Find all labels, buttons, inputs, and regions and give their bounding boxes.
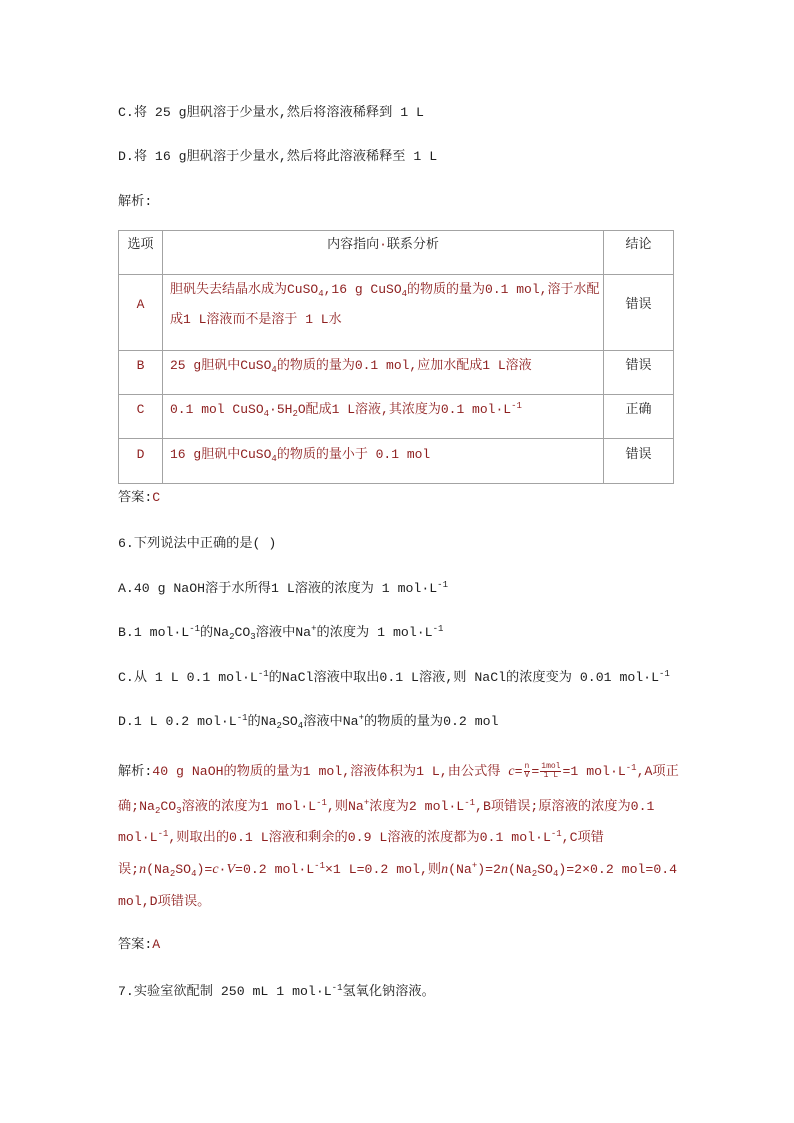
text-run: 氢氧化钠溶液。 xyxy=(342,984,435,999)
italic-symbol: c xyxy=(212,862,219,877)
text-run: 的浓度为 1 mol·L xyxy=(316,625,433,640)
subscript: 4 xyxy=(318,289,324,299)
fraction-denominator: 1 L xyxy=(543,771,559,781)
text-run: = xyxy=(514,764,523,779)
fraction-denominator: V xyxy=(524,771,530,781)
row-option: D xyxy=(119,439,163,484)
text-run: 16 g胆矾中CuSO xyxy=(170,447,272,462)
text-run: 的物质的量为0.1 mol,溶于水配 xyxy=(407,282,600,297)
subscript: 2 xyxy=(276,721,282,731)
fraction xyxy=(540,763,561,780)
text-run: B.1 mol·L xyxy=(118,625,190,640)
text-run: )=2×0.2 mol=0.4 xyxy=(558,862,678,877)
text-run: ,16 g CuSO xyxy=(323,282,402,297)
analysis-table xyxy=(118,230,674,484)
fraction xyxy=(524,763,531,780)
text-run: ,C项错 xyxy=(561,830,604,845)
cell-line xyxy=(170,305,603,335)
text-run: 40 g NaOH的物质的量为1 mol,溶液体积为1 L,由公式得 xyxy=(152,764,509,779)
cell-line xyxy=(170,400,603,420)
text-run: 25 g胆矾中CuSO xyxy=(170,358,272,373)
row-content xyxy=(163,275,604,351)
text-run: ,A项正 xyxy=(636,764,679,779)
table-header-row xyxy=(119,231,674,275)
text-run: SO xyxy=(281,714,298,729)
analysis-label: 解析: xyxy=(118,764,153,779)
row-option: A xyxy=(119,275,163,351)
answer-value: C xyxy=(152,490,161,505)
q6-stem: 6.下列说法中正确的是( ) xyxy=(118,536,277,551)
italic-symbol: V xyxy=(226,862,236,877)
superscript: + xyxy=(358,713,364,723)
text-run: 误; xyxy=(118,862,140,877)
text-run: 溶液中Na xyxy=(255,625,312,640)
superscript: -1 xyxy=(432,624,444,634)
text-run: SO xyxy=(175,862,192,877)
table-row xyxy=(119,395,674,439)
subscript: 4 xyxy=(297,721,304,731)
text-run: C.从 1 L 0.1 mol·L xyxy=(118,670,258,685)
header-conclusion: 结论 xyxy=(604,231,674,275)
text-run: =0.2 mol·L xyxy=(235,862,315,877)
superscript: -1 xyxy=(331,983,343,993)
text-run: mol,D项错误。 xyxy=(118,894,211,909)
red-mark: · xyxy=(379,237,387,252)
answer-label: 答案: xyxy=(118,937,153,952)
text-run: 的Na xyxy=(247,714,277,729)
subscript: 2 xyxy=(169,869,176,879)
cell-line xyxy=(170,445,603,465)
q6-option-b xyxy=(118,623,443,643)
q6-analysis-line xyxy=(118,860,677,880)
text-run: mol·L xyxy=(118,830,158,845)
text-run: =1 mol·L xyxy=(562,764,626,779)
text-run: CO xyxy=(234,625,251,640)
q6-answer xyxy=(118,935,160,955)
superscript: -1 xyxy=(157,829,169,839)
fraction-numerator: 1mol xyxy=(541,762,561,772)
superscript: -1 xyxy=(625,763,637,773)
text-run: 成1 L溶液而不是溶于 1 L水 xyxy=(170,312,342,327)
text-run: 内容指向 xyxy=(327,237,380,252)
text-run: (Na xyxy=(448,862,472,877)
superscript: + xyxy=(471,861,478,871)
text-run: 的NaCl溶液中取出0.1 L溶液,则 NaCl的浓度变为 0.01 mol·L xyxy=(268,670,660,685)
text-run: CO xyxy=(160,799,177,814)
text-run: (Na xyxy=(507,862,532,877)
text-run: A.40 g NaOH溶于水所得1 L溶液的浓度为 1 mol·L xyxy=(118,581,438,596)
text-run: 确;Na xyxy=(118,799,155,814)
q7-stem xyxy=(118,982,435,1002)
superscript: -1 xyxy=(316,798,327,808)
row-option: B xyxy=(119,351,163,395)
text-run: )= xyxy=(196,862,213,877)
q5-analysis-label: 解析: xyxy=(118,194,153,209)
row-option: C xyxy=(119,395,163,439)
subscript: 4 xyxy=(271,454,277,464)
text-run: 浓度为2 mol·L xyxy=(369,799,465,814)
q5-option-d: D.将 16 g胆矾溶于少量水,然后将此溶液稀释至 1 L xyxy=(118,149,438,164)
text-run: 溶液中Na xyxy=(303,714,359,729)
superscript: -1 xyxy=(464,798,476,808)
text-run: (Na xyxy=(146,862,170,877)
q6-analysis-line xyxy=(118,892,210,912)
italic-symbol: n xyxy=(441,862,449,877)
superscript: -1 xyxy=(550,829,562,839)
text-run: 联系分析 xyxy=(386,237,439,252)
cell-line xyxy=(170,275,603,305)
text-run: 溶液的浓度为1 mol·L xyxy=(181,799,317,814)
superscript: -1 xyxy=(189,624,201,634)
fraction-numerator: n xyxy=(524,762,530,772)
text-run: 0.1 mol CuSO xyxy=(170,402,264,417)
superscript: -1 xyxy=(437,580,448,590)
q6-analysis-line xyxy=(118,762,679,782)
header-content xyxy=(163,231,604,275)
row-content xyxy=(163,351,604,395)
answer-label: 答案: xyxy=(118,490,153,505)
subscript: 3 xyxy=(176,806,182,816)
q5-answer xyxy=(118,488,160,508)
text-run: = xyxy=(531,764,540,779)
table-row xyxy=(119,439,674,484)
subscript: 4 xyxy=(271,365,277,375)
subscript: 4 xyxy=(552,869,559,879)
text-run: · xyxy=(218,862,227,877)
text-run: ·5H xyxy=(269,402,293,417)
table-row xyxy=(119,351,674,395)
header-option: 选项 xyxy=(119,231,163,275)
superscript: -1 xyxy=(659,669,670,679)
text-run: 的物质的量为0.2 mol xyxy=(363,714,499,729)
row-content xyxy=(163,395,604,439)
superscript: -1 xyxy=(257,669,269,679)
row-conclusion: 错误 xyxy=(604,275,674,351)
text-run: ,B项错误;原溶液的浓度为0.1 xyxy=(475,799,655,814)
italic-symbol: c xyxy=(508,764,515,779)
table-row xyxy=(119,275,674,351)
q5-option-c: C.将 25 g胆矾溶于少量水,然后将溶液稀释到 1 L xyxy=(118,105,424,120)
text-run: ,则Na xyxy=(326,799,364,814)
subscript: 3 xyxy=(250,632,256,642)
subscript: 2 xyxy=(292,409,298,419)
subscript: 4 xyxy=(401,289,408,299)
text-run: 的物质的量为0.1 mol,应加水配成1 L溶液 xyxy=(276,358,532,373)
superscript: -1 xyxy=(511,401,522,411)
superscript: -1 xyxy=(314,861,325,871)
text-run: ,则取出的0.1 L溶液和剩余的0.9 L溶液的浓度都为0.1 mol·L xyxy=(168,830,551,845)
q6-option-d xyxy=(118,712,499,732)
analysis-text xyxy=(152,764,679,779)
superscript: -1 xyxy=(236,713,248,723)
text-run: 的Na xyxy=(200,625,230,640)
text-run: SO xyxy=(537,862,553,877)
answer-value: A xyxy=(152,937,161,952)
subscript: 2 xyxy=(531,869,538,879)
row-content xyxy=(163,439,604,484)
subscript: 2 xyxy=(229,632,235,642)
text-run: ×1 L=0.2 mol,则 xyxy=(324,862,442,877)
text-run: 的物质的量小于 0.1 mol xyxy=(276,447,431,462)
italic-symbol: n xyxy=(139,862,147,877)
superscript: + xyxy=(363,798,370,808)
cell-line xyxy=(170,356,603,376)
row-conclusion: 错误 xyxy=(604,439,674,484)
q6-analysis-line xyxy=(118,828,604,848)
subscript: 4 xyxy=(191,869,197,879)
text-run: 7.实验室欲配制 250 mL 1 mol·L xyxy=(118,984,332,999)
text-run: 胆矾失去结晶水成为CuSO xyxy=(170,282,319,297)
subscript: 4 xyxy=(263,409,270,419)
subscript: 2 xyxy=(154,806,161,816)
row-conclusion: 错误 xyxy=(604,351,674,395)
row-conclusion: 正确 xyxy=(604,395,674,439)
q6-option-c xyxy=(118,668,670,688)
text-run: )=2 xyxy=(477,862,501,877)
q6-option-a xyxy=(118,579,448,599)
superscript: + xyxy=(311,624,317,634)
q6-analysis-line xyxy=(118,797,654,817)
italic-symbol: n xyxy=(500,862,508,877)
text-run: D.1 L 0.2 mol·L xyxy=(118,714,237,729)
text-run: O配成1 L溶液,其浓度为0.1 mol·L xyxy=(297,402,512,417)
